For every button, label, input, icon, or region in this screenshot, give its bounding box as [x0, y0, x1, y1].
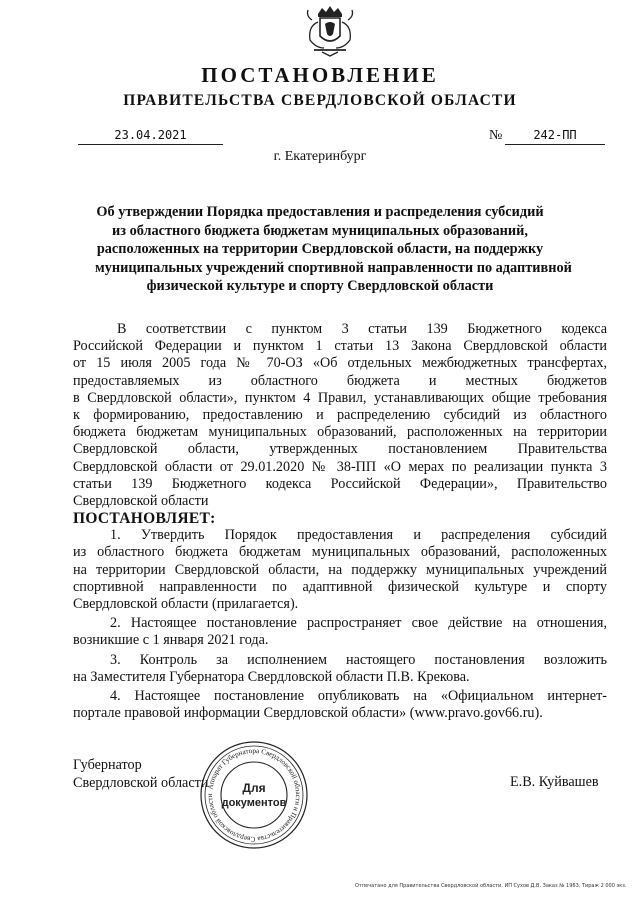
city: г. Екатеринбург: [273, 149, 367, 164]
heading-line: расположенных на территории Свердловской области, на поддержку: [96, 241, 544, 257]
stamp-center-line: документов: [221, 797, 287, 809]
item-line: спортивной направленности по адаптивной физической культуре и спорту: [73, 578, 607, 595]
item-line: Свердловской области (прилагается).: [73, 596, 299, 613]
document-date: 23.04.2021: [114, 128, 187, 142]
item-line: на Заместителя Губернатора Свердловской области П.В. Крекова.: [73, 668, 470, 685]
item-line: 1. Утвердить Порядок предоставления и распределения субсидий: [110, 527, 607, 544]
heading-line: муниципальных учреждений спортивной направленности по адаптивной: [95, 259, 572, 276]
preamble-line: Свердловской области, утвержденных постановлением Правительства: [73, 441, 607, 458]
preamble-line: к формированию, предоставлению и распределению субсидий из областного: [73, 407, 607, 424]
stamp-center-line: Для: [242, 781, 266, 795]
item-line: на территории Свердловской области, на поддержку муниципальных учреждений: [73, 561, 607, 578]
preamble-line: Свердловской области от 29.01.2020 № 38-ПП «О мерах по реализации пункта 3: [73, 458, 607, 475]
issuing-authority: ПРАВИТЕЛЬСТВА СВЕРДЛОВСКОЙ ОБЛАСТИ: [123, 92, 517, 109]
stamp-ring-text: Аппарат Губернатора Свердловской области и Правительства Свердловской области: [205, 746, 303, 844]
item-line: 4. Настоящее постановление опубликовать на «Официальном интернет-: [110, 688, 607, 705]
decree-word: ПОСТАНОВЛЯЕТ:: [73, 510, 216, 528]
date-underline: [78, 144, 223, 145]
signatory-name: Е.В. Куйвашев: [510, 774, 599, 790]
official-stamp: [198, 739, 310, 851]
signatory-position: [73, 757, 208, 792]
item-line: из областного бюджета бюджетам муниципальных образований, расположенных: [73, 544, 607, 561]
heading-line: Об утверждении Порядка предоставления и распределения субсидий: [96, 204, 544, 220]
position-line: Свердловской области: [73, 774, 209, 791]
preamble-line: предоставляемых из областного бюджета и местных бюджетов: [73, 372, 607, 389]
item-3: [73, 652, 607, 686]
preamble-line: в Свердловской области», пунктом 4 Правил, устанавливающих общие требования: [73, 389, 607, 406]
preamble-line: от 15 июля 2005 года № 70-ОЗ «Об отдельных межбюджетных трансфертах,: [73, 355, 607, 372]
item-2: [73, 615, 607, 649]
number-sign: №: [489, 128, 503, 143]
item-line: возникшие с 1 января 2021 года.: [73, 632, 269, 649]
document-body: [73, 321, 607, 722]
document-heading: [95, 203, 572, 296]
heading-line: из областного бюджета бюджетам муниципальных образований,: [112, 222, 528, 239]
preamble-line: бюджета бюджетам муниципальных образований, расположенных на территории: [73, 424, 607, 441]
preamble: [73, 321, 607, 510]
document-number: 242-ПП: [533, 128, 577, 142]
item-line: портале правовой информации Свердловской области» (www.pravo.gov66.ru).: [73, 705, 543, 722]
document-type-title: ПОСТАНОВЛЕНИЕ: [201, 63, 439, 87]
item-line: 3. Контроль за исполнением настоящего постановления возложить: [110, 651, 607, 668]
preamble-line: В соответствии с пунктом 3 статьи 139 Бюджетного кодекса: [117, 321, 607, 337]
item-line: 2. Настоящее постановление распространяет свое действие на отношения,: [110, 615, 607, 632]
print-imprint: Отпечатано для Правительства Свердловской области. ИП Сухов Д.В. Заказ № 1963. Тираж 2 000 экз.: [355, 883, 627, 889]
item-4: [73, 688, 607, 722]
preamble-line: статьи 139 Бюджетного кодекса Российской Федерации», Правительство: [73, 475, 607, 492]
coat-of-arms-emblem: [300, 4, 360, 58]
heading-line: физической культуре и спорту Свердловской области: [146, 278, 494, 294]
number-underline: [505, 144, 605, 145]
preamble-line: Российской Федерации и пунктом 1 статьи 13 Закона Свердловской области: [73, 338, 607, 355]
preamble-line: Свердловской области: [73, 493, 209, 510]
item-1: [73, 527, 607, 613]
position-line: Губернатор: [73, 757, 142, 773]
